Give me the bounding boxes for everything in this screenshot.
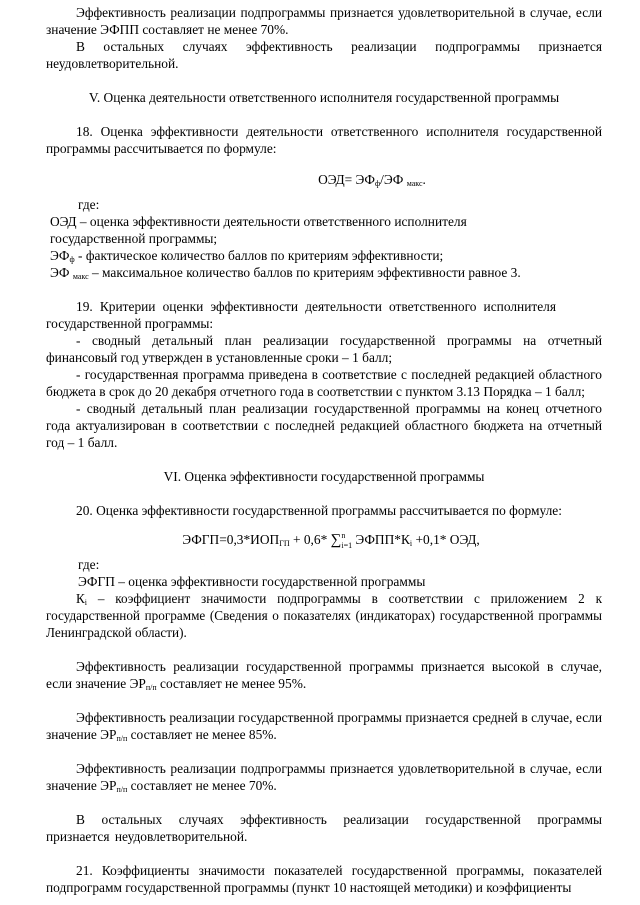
paragraph-19: 19. Критерии оценки эффективности деятельности ответственного исполнителя государственной программы: — [46, 299, 556, 331]
formula-oed-mid: /ЭФ — [380, 172, 404, 187]
formula-oed-sub-f: ф — [374, 179, 381, 188]
criterion-3: - сводный детальный план реализации государственной программы на конец отчетного года актуализирован в соответствии с последней редакцией областного бюджета на отчетный год – 1 балл. — [46, 401, 602, 450]
efficiency-satisfactory-text: Эффективность реализации подпрограммы признается удовлетворительной в случае, если значение ЭР — [46, 761, 602, 793]
formula-efgp-c: ЭФПП*К — [352, 532, 410, 547]
sum-limits — [341, 531, 352, 550]
paragraph-subprogram-unsatisfactory: В остальных случаях эффективность реализации подпрограммы признается неудовлетворительной. — [46, 39, 602, 71]
efficiency-medium-sub: п/п — [116, 734, 128, 743]
paragraph-21: 21. Коэффициенты значимости показателей государственной программы, показателей подпрограмм государственной программы (пункт 10 настоящей методики) и коэффициенты — [46, 863, 602, 895]
criterion-2: - государственная программа приведена в соответствие с последней редакцией областного бюджета в срок до 20 декабря отчетного года в соответствии с пунктом 3.13 Порядка – 1 балл; — [46, 367, 602, 399]
where-label-1: где: — [78, 197, 100, 212]
formula-efgp-a-sub: ГП — [279, 539, 290, 548]
efficiency-medium-text: Эффективность реализации государственной программы признается средней в случае, если значение ЭР — [46, 710, 602, 742]
formula-oed — [46, 171, 602, 188]
paragraph-efficiency-medium — [46, 709, 602, 743]
definition-ef-f-symbol: ЭФ — [50, 248, 70, 263]
definition-ef-f — [50, 247, 602, 264]
formula-oed-sub-max: макс — [406, 179, 423, 188]
formula-oed-lhs: ОЭД= ЭФ — [318, 172, 375, 187]
formula-efgp-a: ЭФГП=0,3*ИОП — [182, 532, 280, 547]
definition-ef-max-symbol: ЭФ — [50, 265, 70, 280]
efficiency-high-text: Эффективность реализации государственной программы признается высокой в случае, если значение ЭР — [46, 659, 602, 691]
sum-symbol: ∑ — [330, 532, 342, 548]
paragraph-18: 18. Оценка эффективности деятельности ответственного исполнителя государственной программы рассчитывается по формуле: — [46, 124, 602, 156]
efficiency-satisfactory-sub: п/п — [116, 785, 128, 794]
paragraph-efficiency-high — [46, 658, 602, 692]
efficiency-medium-tail: составляет не менее 85%. — [127, 727, 277, 742]
definition-ki-text: – коэффициент значимости подпрограммы в соответствии с приложением 2 к государственной программе (Сведения о показателях (индикаторах) государственной программы Ленинградской области). — [46, 591, 602, 640]
paragraph-subprogram-satisfactory: Эффективность реализации подпрограммы признается удовлетворительной в случае, если значение ЭФПП составляет не менее 70%. — [46, 5, 602, 37]
definition-ef-max-sub: макс — [72, 272, 89, 281]
paragraph-20: 20. Оценка эффективности государственной программы рассчитывается по формуле: — [76, 503, 562, 518]
paragraph-efficiency-satisfactory — [46, 760, 602, 794]
definition-ef-f-text: - фактическое количество баллов по критериям эффективности; — [74, 248, 444, 263]
definition-ki — [46, 590, 602, 641]
efficiency-high-tail: составляет не менее 95%. — [156, 676, 307, 691]
sum-lower-limit: i=1 — [341, 541, 353, 550]
definition-ki-sub: i — [84, 598, 88, 607]
criterion-1: - сводный детальный план реализации государственной программы на отчетный финансовый год утвержден в установленные сроки – 1 балл; — [46, 333, 602, 365]
definition-ki-symbol: К — [76, 591, 85, 606]
formula-efgp-b: + 0,6* — [289, 532, 331, 547]
section-6-heading: VI. Оценка эффективности государственной программы — [163, 469, 485, 484]
formula-efgp-d: +0,1* ОЭД, — [412, 532, 480, 547]
formula-oed-tail: . — [422, 172, 426, 187]
paragraph-efficiency-other: В остальных случаях эффективность реализации государственной программы признается неудовлетворительной. — [46, 812, 602, 844]
definition-ef-max-text: – максимальное количество баллов по критериям эффективности равное 3. — [88, 265, 521, 280]
definition-oed: ОЭД – оценка эффективности деятельности ответственного исполнителя государственной программы; — [50, 214, 467, 246]
definition-ef-max — [50, 264, 602, 281]
formula-efgp — [46, 531, 602, 550]
formula-efgp-c-sub: i — [409, 539, 413, 548]
section-5-heading: V. Оценка деятельности ответственного исполнителя государственной программы — [88, 90, 560, 105]
definition-ef-f-sub: ф — [69, 255, 75, 264]
definition-efgp: ЭФГП – оценка эффективности государственной программы — [78, 574, 426, 589]
sum-upper-limit: n — [341, 531, 346, 540]
efficiency-satisfactory-tail: составляет не менее 70%. — [127, 778, 277, 793]
efficiency-high-sub: п/п — [145, 683, 157, 692]
where-label-2: где: — [78, 557, 100, 572]
